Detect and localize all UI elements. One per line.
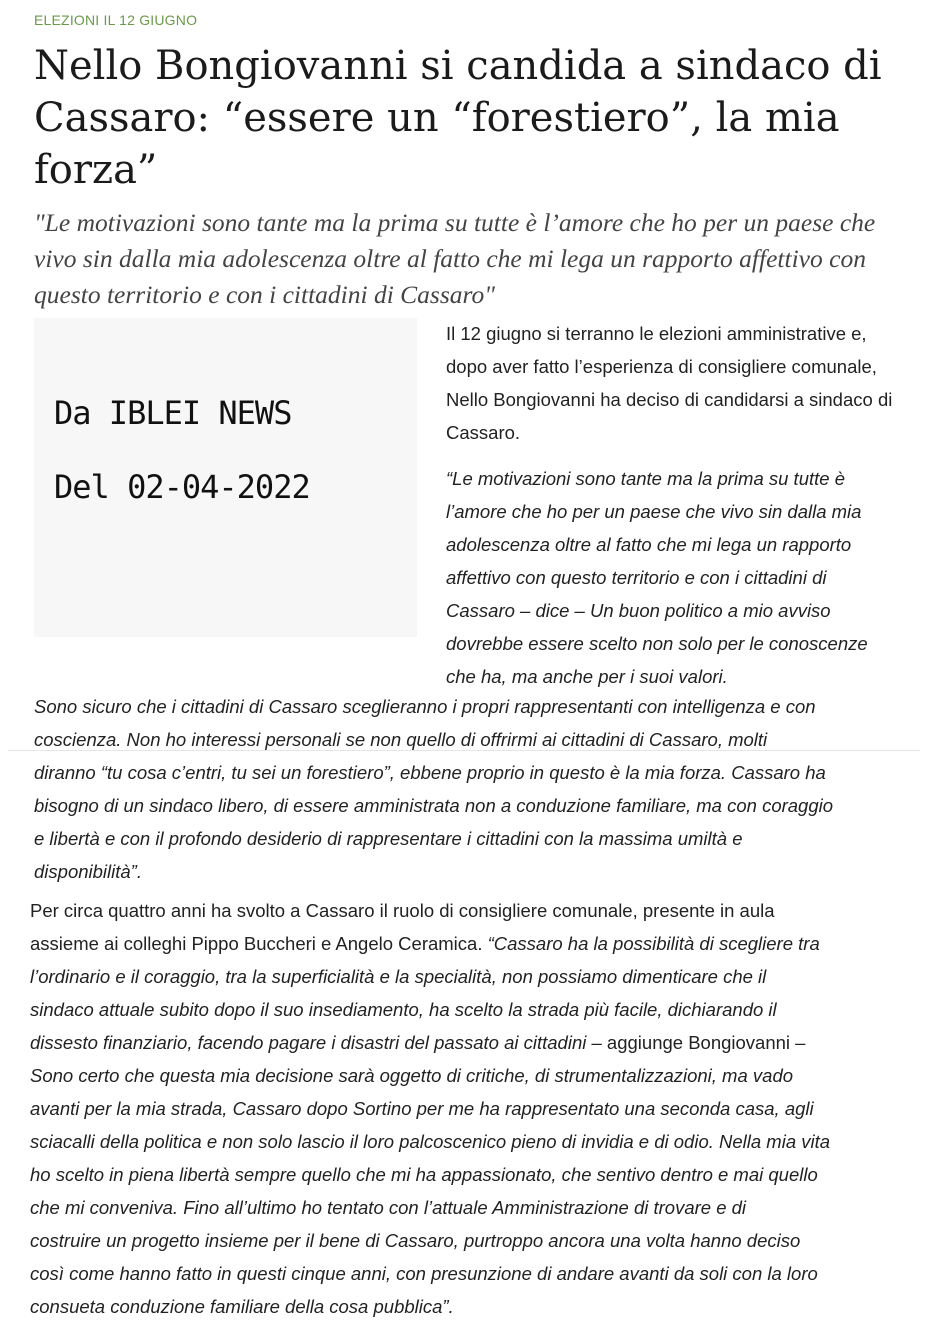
paragraph-line: ho scelto in piena libertà sempre quello che mi ha appassionato, che sentivo dentro e mai quello [30, 1164, 818, 1185]
article-quote-continuation [34, 690, 914, 888]
article-kicker[interactable]: ELEZIONI IL 12 GIUGNO [34, 12, 198, 28]
paragraph-line: Per circa quattro anni ha svolto a Cassaro il ruolo di consigliere comunale, presente in aula [30, 900, 775, 921]
paragraph-line: avanti per la mia strada, Cassaro dopo Sortino per me ha rappresentato una seconda casa, agli [30, 1098, 814, 1119]
paragraph-line: sindaco attuale subito dopo il suo insediamento, ha scelto la strada più facile, dichiarando il [30, 999, 777, 1020]
article-image-placeholder [34, 318, 417, 637]
quote-line: e libertà e con il profondo desiderio di rappresentare i cittadini con la massima umiltà e [34, 828, 743, 849]
paragraph-line: consueta conduzione familiare della cosa pubblica”. [30, 1296, 454, 1317]
source-note-line2: Del 02-04-2022 [54, 468, 310, 506]
paragraph-line [30, 1026, 920, 1059]
paragraph-line: che mi conveniva. Fino all’ultimo ho tentato con l’attuale Amministrazione di trovare e di [30, 1197, 747, 1218]
quote-line: disponibilità”. [34, 861, 142, 882]
quote-line: Sono sicuro che i cittadini di Cassaro sceglieranno i propri rappresentanti con intelligenza e con [34, 696, 816, 717]
paragraph-plain-text: – aggiunge Bongiovanni – [586, 1032, 806, 1053]
paragraph-line: costruire un progetto insieme per il bene di Cassaro, purtroppo ancora una volta hanno deciso [30, 1230, 801, 1251]
article-title: Nello Bongiovanni si candida a sindaco di Cassaro: “essere un “forestiero”, la mia forza” [34, 43, 882, 193]
paragraph-line: Sono certo che questa mia decisione sarà oggetto di critiche, di strumentalizzazioni, ma vado [30, 1065, 794, 1086]
article-quote-1: “Le motivazioni sono tante ma la prima su tutte è l’amore che ho per un paese che vivo sin dalla mia adolescenza oltre al fatto che mi lega un rapporto affettivo con questo territorio e con i cittadini di Cassaro – dice – Un buon politico a mio avviso dovrebbe essere scelto non solo per le conoscenze che ha, ma anche per i suoi valori. [446, 468, 868, 687]
paragraph-line: sciacalli della politica e non solo lascio il loro palcoscenico pieno di invidia e di odio. Nella mia vita [30, 1131, 831, 1152]
paragraph-line [30, 927, 920, 960]
quote-line: diranno “tu cosa c’entri, tu sei un forestiero”, ebbene proprio in questo è la mia forza. Cassaro ha [34, 762, 826, 783]
paragraph-plain-text: assieme ai colleghi Pippo Buccheri e Angelo Ceramica. [30, 933, 488, 954]
quote-line: coscienza. Non ho interessi personali se non quello di offrirmi ai cittadini di Cassaro, molti [34, 729, 768, 750]
article-lead: "Le motivazioni sono tante ma la prima su tutte è l’amore che ho per un paese che vivo sin dalla mia adolescenza oltre al fatto che mi lega un rapporto affettivo con questo territorio e con i cittadini di Cassaro" [34, 208, 876, 309]
source-note-line1: Da IBLEI NEWS [54, 394, 292, 432]
article-paragraph-3 [30, 894, 920, 1323]
paragraph-line: l’ordinario e il coraggio, tra la superficialità e la specialità, non possiamo dimenticare che il [30, 966, 767, 987]
article-paragraph-1: Il 12 giugno si terranno le elezioni amministrative e, dopo aver fatto l’esperienza di consigliere comunale, Nello Bongiovanni ha deciso di candidarsi a sindaco di Cassaro. [446, 323, 893, 443]
section-divider [8, 750, 920, 751]
paragraph-italic-text: dissesto finanziario, facendo pagare i disastri del passato ai cittadini [30, 1032, 587, 1053]
paragraph-italic-text: “Cassaro ha la possibilità di scegliere tra [487, 933, 820, 954]
paragraph-line: così come hanno fatto in questi cinque anni, con presunzione di andare avanti da soli con la loro [30, 1263, 818, 1284]
quote-line: bisogno di un sindaco libero, di essere amministrata non a conduzione familiare, ma con coraggio [34, 795, 834, 816]
